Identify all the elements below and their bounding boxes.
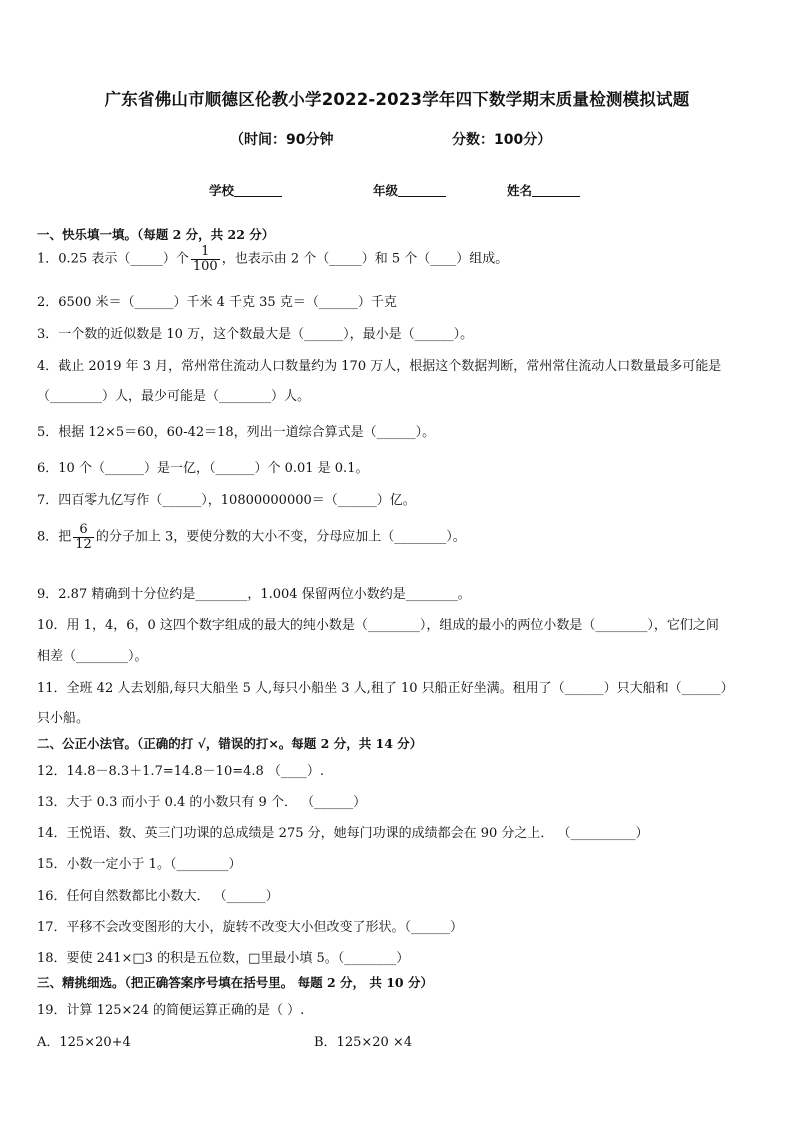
question-3: 3．一个数的近似数是 10 万，这个数最大是（______），最小是（______）。 bbox=[37, 327, 474, 342]
question-7: 7．四百零九亿写作（______），10800000000＝（______）亿。 bbox=[37, 493, 416, 508]
section-1-heading: 一、快乐填一填。（每题 2 分，共 22 分） bbox=[37, 227, 275, 242]
grade-blank[interactable] bbox=[398, 183, 446, 197]
school-label: 学校 bbox=[209, 183, 235, 198]
name-label: 姓名 bbox=[507, 183, 533, 198]
fraction-denominator: 12 bbox=[75, 536, 92, 552]
fraction-1-100 bbox=[191, 245, 220, 273]
question-13: 13．大于 0.3 而小于 0.4 的小数只有 9 个． （______） bbox=[37, 795, 367, 810]
section-2-heading: 二、公正小法官。（正确的打 √，错误的打×。每题 2 分，共 14 分） bbox=[37, 736, 423, 751]
question-14: 14．王悦语、数、英三门功课的总成绩是 275 分，她每门功课的成绩都会在 90 分之上． （__________） bbox=[37, 826, 649, 841]
question-19-option-b: B．125×20 ×4 bbox=[314, 1035, 413, 1050]
question-10-line-2: 相差（________）。 bbox=[37, 649, 148, 664]
section-3-heading: 三、精挑细选。（把正确答案序号填在括号里。 每题 2 分， 共 10 分） bbox=[37, 975, 433, 990]
question-4-line-1: 4．截止 2019 年 3 月，常州常住流动人口数量约为 170 万人，根据这个数据判断，常州常住流动人口数量最多可能是 bbox=[37, 359, 722, 374]
question-16: 16．任何自然数都比小数大． （______） bbox=[37, 889, 279, 904]
fraction-denominator: 100 bbox=[192, 258, 218, 274]
fraction-numerator: 6 bbox=[73, 523, 94, 538]
fraction-numerator: 1 bbox=[191, 245, 220, 260]
grade-label: 年级 bbox=[373, 183, 399, 198]
question-12: 12．14.8－8.3＋1.7=14.8－10=4.8 （____）. bbox=[37, 764, 325, 779]
exam-time: （时间：90分钟 bbox=[230, 132, 334, 148]
question-19-option-a: A．125×20+4 bbox=[37, 1035, 131, 1050]
question-5: 5．根据 12×5＝60，60-42＝18，列出一道综合算式是（______）。 bbox=[37, 425, 436, 440]
question-1-post: ，也表示由 2 个（_____）和 5 个（____）组成。 bbox=[221, 251, 509, 267]
question-18: 18．要使 241×□3 的积是五位数，□里最小填 5。（________） bbox=[37, 951, 410, 966]
question-11-line-1: 11．全班 42 人去划船,每只大船坐 5 人,每只小船坐 3 人,租了 10 只船正好坐满。租用了（______）只大船和（______） bbox=[37, 681, 734, 696]
question-8-post: 的分子加上 3，要使分数的大小不变，分母应加上（________）。 bbox=[95, 529, 466, 545]
question-11-line-2: 只小船。 bbox=[37, 711, 90, 726]
question-19: 19．计算 125×24 的简便运算正确的是（ ）. bbox=[37, 1003, 305, 1018]
question-8-pre: 8．把 bbox=[37, 529, 72, 545]
question-2: 2．6500 米＝（______）千米 4 千克 35 克＝（______）千克 bbox=[37, 295, 397, 310]
grade-field bbox=[373, 181, 446, 199]
page-title: 广东省佛山市顺德区伦教小学2022-2023学年四下数学期末质量检测模拟试题 bbox=[104, 90, 690, 109]
exam-score: 分数：100分） bbox=[452, 132, 552, 148]
question-4-line-2: （________）人，最少可能是（________）人。 bbox=[37, 389, 311, 404]
name-field bbox=[507, 181, 580, 199]
question-17: 17．平移不会改变图形的大小，旋转不改变大小但改变了形状。（______） bbox=[37, 920, 464, 935]
question-15: 15．小数一定小于 1。（________） bbox=[37, 857, 242, 872]
question-10-line-1: 10．用 1，4，6，0 这四个数字组成的最大的纯小数是（________），组成的最小的两位小数是（________），它们之间 bbox=[37, 618, 719, 633]
question-8 bbox=[37, 523, 466, 551]
school-blank[interactable] bbox=[234, 183, 282, 197]
fraction-6-12 bbox=[73, 523, 94, 551]
school-field bbox=[209, 181, 282, 199]
question-1 bbox=[37, 245, 508, 273]
question-1-pre: 1．0.25 表示（_____）个 bbox=[37, 251, 189, 267]
name-blank[interactable] bbox=[532, 183, 580, 197]
question-9: 9．2.87 精确到十分位约是________，1.004 保留两位小数约是________。 bbox=[37, 587, 471, 602]
question-6: 6．10 个（______）是一亿，（______）个 0.01 是 0.1。 bbox=[37, 461, 369, 476]
